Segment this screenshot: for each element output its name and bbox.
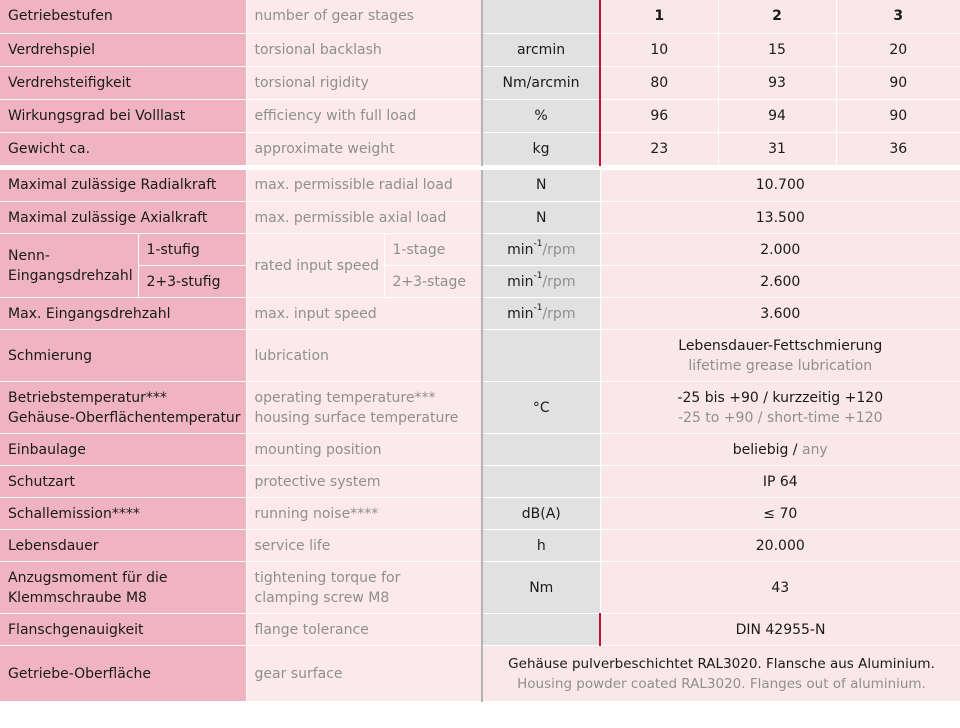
nenn-label-line1: Nenn- — [8, 247, 50, 264]
row-label-de: Maximal zulässige Axialkraft — [0, 202, 246, 234]
row-value: -25 bis +90 / kurzzeitig +120 -25 to +90 / short-time +120 — [600, 382, 960, 434]
stage1-label-en: 1-stage — [384, 234, 482, 266]
row-label-de: Anzugsmoment für die Klemmschraube M8 — [0, 562, 246, 614]
row-unit — [482, 614, 600, 646]
table-row — [0, 330, 960, 382]
stage23-label-en: 2+3-stage — [384, 266, 482, 298]
row-value: 10.700 — [600, 170, 960, 202]
stage-col-1: 1 — [600, 0, 718, 33]
row-label-de: Betriebstemperatur*** Gehäuse-Oberflächentemperatur — [0, 382, 246, 434]
row-label-en: lubrication — [246, 330, 482, 382]
table-row — [0, 266, 960, 298]
row-value: 10 — [600, 33, 718, 66]
table-row — [0, 132, 960, 165]
row-value: 2.000 — [600, 234, 960, 266]
row-label-en: efficiency with full load — [246, 99, 482, 132]
row-label-de: Max. Eingangsdrehzahl — [0, 298, 246, 330]
row-label-en: torsional backlash — [246, 33, 482, 66]
row-value: 3.600 — [600, 298, 960, 330]
row-value: 90 — [836, 66, 960, 99]
row-value: 31 — [718, 132, 836, 165]
table-row — [0, 498, 960, 530]
row-label-de: Verdrehspiel — [0, 33, 246, 66]
row-value: 43 — [600, 562, 960, 614]
row-unit — [482, 466, 600, 498]
row-value: 23 — [600, 132, 718, 165]
row-value: 20 — [836, 33, 960, 66]
row-label-en: max. permissible axial load — [246, 202, 482, 234]
row-unit: N — [482, 202, 600, 234]
row-unit: N — [482, 170, 600, 202]
row-unit: Nm/arcmin — [482, 66, 600, 99]
table-row — [0, 466, 960, 498]
header-unit — [482, 0, 600, 33]
row-value: 15 — [718, 33, 836, 66]
row-label-en: operating temperature*** housing surface temperature — [246, 382, 482, 434]
speed-unit: $\min^{-1}$/rpm — [482, 234, 600, 266]
table-row — [0, 646, 960, 702]
row-label-de: Wirkungsgrad bei Volllast — [0, 99, 246, 132]
table-row — [0, 530, 960, 562]
table-row — [0, 202, 960, 234]
row-label-en: torsional rigidity — [246, 66, 482, 99]
row-value: 13.500 — [600, 202, 960, 234]
table-row — [0, 234, 960, 266]
row-label-en: gear surface — [246, 646, 482, 702]
row-label-de: Maximal zulässige Radialkraft — [0, 170, 246, 202]
row-unit: °C — [482, 382, 600, 434]
row-unit: dB(A) — [482, 498, 600, 530]
row-label-en: running noise**** — [246, 498, 482, 530]
row-value: IP 64 — [600, 466, 960, 498]
row-value: Gehäuse pulverbeschichtet RAL3020. Flansche aus Aluminium. Housing powder coated RAL3020. Flanges out of aluminium. — [482, 646, 960, 702]
row-label-de: Getriebe-Oberfläche — [0, 646, 246, 702]
row-label-en: service life — [246, 530, 482, 562]
row-label-de: Lebensdauer — [0, 530, 246, 562]
row-label-de: Flanschgenauigkeit — [0, 614, 246, 646]
row-value: 90 — [836, 99, 960, 132]
row-label-de: Schutzart — [0, 466, 246, 498]
table-row — [0, 434, 960, 466]
row-value: 36 — [836, 132, 960, 165]
row-value: 2.600 — [600, 266, 960, 298]
row-value: 94 — [718, 99, 836, 132]
speed-unit: $\min^{-1}$/rpm — [482, 266, 600, 298]
row-label-de: Verdrehsteifigkeit — [0, 66, 246, 99]
stage1-label-de: 1-stufig — [138, 234, 246, 266]
table-row — [0, 33, 960, 66]
row-value: 93 — [718, 66, 836, 99]
nenn-label-en: rated input speed — [246, 234, 384, 298]
stage-col-3: 3 — [836, 0, 960, 33]
row-unit: kg — [482, 132, 600, 165]
table-row — [0, 614, 960, 646]
table-row — [0, 298, 960, 330]
row-value: Lebensdauer-Fettschmierung lifetime grease lubrication — [600, 330, 960, 382]
table-row — [0, 66, 960, 99]
stage-col-2: 2 — [718, 0, 836, 33]
nenn-label-line2: Eingangsdrehzahl — [8, 267, 133, 284]
header-en: number of gear stages — [246, 0, 482, 33]
row-unit: arcmin — [482, 33, 600, 66]
stage23-label-de: 2+3-stufig — [138, 266, 246, 298]
row-value: 96 — [600, 99, 718, 132]
nenn-label-de — [0, 234, 138, 298]
row-value: 20.000 — [600, 530, 960, 562]
row-label-en: max. permissible radial load — [246, 170, 482, 202]
row-unit: Nm — [482, 562, 600, 614]
row-label-en: tightening torque for clamping screw M8 — [246, 562, 482, 614]
row-label-en: mounting position — [246, 434, 482, 466]
header-de: Getriebestufen — [0, 0, 246, 33]
row-value: ≤ 70 — [600, 498, 960, 530]
table-row — [0, 382, 960, 434]
row-label-en: approximate weight — [246, 132, 482, 165]
table-row — [0, 170, 960, 202]
header-row — [0, 0, 960, 33]
row-value: beliebig / any — [600, 434, 960, 466]
table-row — [0, 562, 960, 614]
row-unit — [482, 434, 600, 466]
speed-unit: $\min^{-1}$/rpm — [482, 298, 600, 330]
row-unit: % — [482, 99, 600, 132]
row-unit — [482, 330, 600, 382]
row-label-en: max. input speed — [246, 298, 482, 330]
row-value: DIN 42955-N — [600, 614, 960, 646]
row-label-de: Einbaulage — [0, 434, 246, 466]
table-row — [0, 99, 960, 132]
row-label-en: flange tolerance — [246, 614, 482, 646]
row-label-de: Gewicht ca. — [0, 132, 246, 165]
row-unit: h — [482, 530, 600, 562]
row-label-de: Schmierung — [0, 330, 246, 382]
row-label-en: protective system — [246, 466, 482, 498]
row-value: 80 — [600, 66, 718, 99]
row-label-de: Schallemission**** — [0, 498, 246, 530]
